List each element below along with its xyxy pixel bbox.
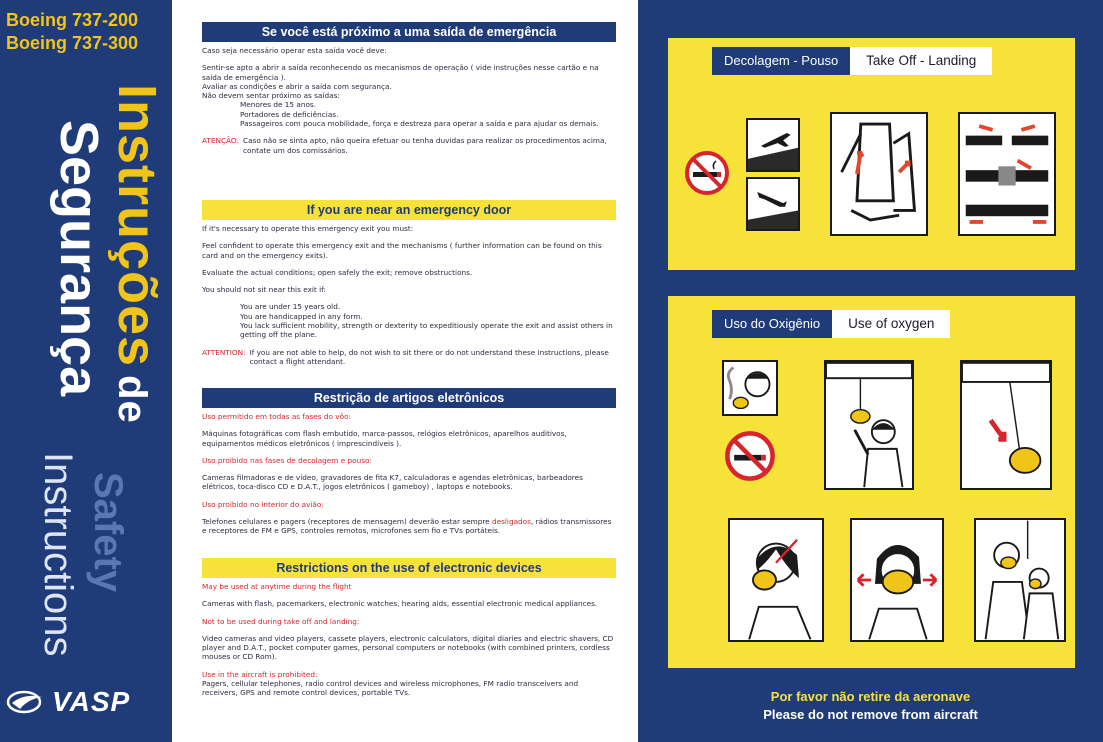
devices-pt-takeoff-label: Uso proibido nas fases de decolagem e pouso:: [202, 455, 372, 465]
aircraft-model-2: Boeing 737-300: [6, 33, 139, 53]
panel-takeoff-landing: [668, 38, 1075, 270]
smoke-face-icon: [722, 360, 778, 416]
section-devices-en: [202, 558, 616, 698]
place-mask-icon: [728, 518, 824, 642]
title-instructions: Instructions: [36, 452, 80, 657]
footer-en: Please do not remove from aircraft: [763, 707, 978, 722]
heading-exit-en: If you are near an emergency door: [202, 200, 616, 220]
exit-en-item: You lack sufficient mobility, strength or dexterity to expeditiously operate the exit and assist others in getting off the plane.: [240, 321, 613, 340]
exit-pt-line-1: Sentir-se apto a abrir a saída reconhecendo os mecanismos de operação ( vide instruções nesse cartão e na saída de emergência ).: [202, 63, 599, 82]
attention-text: Caso não se sinta apto, não queira efetuar ou tenha duvidas para realizar os procedimentos acima, contate um dos comissários.: [242, 136, 607, 155]
takeoff-label-pt: Decolagem - Pouso: [712, 47, 850, 75]
attention-label: ATTENTION:: [202, 347, 246, 357]
exit-pt-line-3: Não devem sentar próximo as saídas:: [202, 91, 340, 101]
devices-pt-allowed-text: Máquinas fotográficas com flash embutido, marca-passos, relógios eletrônicos, aparelhos auditivos, equipamentos médicos eletrônicos ( imprescindíveis ).: [202, 429, 567, 448]
section-exit-en: [202, 200, 616, 366]
exit-en-attention: [202, 348, 616, 367]
heading-devices-pt: Restrição de artigos eletrônicos: [202, 388, 616, 408]
exit-en-line-3: You should not sit near this exit if:: [202, 285, 326, 295]
exit-pt-attention: [202, 136, 616, 155]
seatbelt-icon: [958, 112, 1056, 236]
title-safety: Safety: [86, 472, 130, 593]
text-panel: [172, 0, 638, 742]
aircraft-model-1: Boeing 737-200: [6, 10, 139, 30]
heading-devices-en: Restrictions on the use of electronic devices: [202, 558, 616, 578]
adjust-strap-icon: [850, 518, 944, 642]
help-child-icon: [974, 518, 1066, 642]
footer-pt: Por favor não retire da aeronave: [770, 689, 971, 704]
attention-label: ATENÇÃO:: [202, 136, 239, 146]
takeoff-label-en: Take Off - Landing: [850, 47, 992, 75]
devices-en-body: [202, 582, 616, 698]
title-de: de: [110, 375, 154, 424]
pull-mask-icon: [960, 360, 1052, 490]
no-smoking-icon: [684, 150, 730, 196]
section-exit-pt: [202, 22, 616, 155]
devices-pt-takeoff-text: Cameras filmadoras e de vídeo, gravadores de fita K7, calculadoras e agendas eletrônicas, barbeadores elétricos, toca-disco CD e D.A.T., jogos eletrônicos ( gameboy) , laptops e notebooks.: [202, 473, 583, 492]
airplane-landing-icon: [746, 177, 800, 231]
inside-highlight: desligados: [491, 517, 531, 527]
devices-en-prohibited-label: Use in the aircraft is prohibited:: [202, 669, 318, 679]
exit-en-item: You are under 15 years old.: [240, 302, 341, 312]
title-instrucoes-word: Instruções: [107, 84, 167, 368]
inside-text-2: , rádios transmissores e receptores de FM e GPS, controles remotos, microfones sem fio e TVs portáteis.: [202, 517, 612, 536]
cover-panel: [0, 0, 172, 742]
airplane-takeoff-icon: [746, 118, 800, 172]
heading-exit-pt: Se você está próximo a uma saída de emergência: [202, 22, 616, 42]
attention-text: If you are not able to help, do not wish to sit there or do not understand these instructions, please contact a flight attendant.: [249, 347, 609, 366]
exit-pt-item: Menores de 15 anos.: [240, 100, 317, 110]
devices-en-prohibited-text: Pagers, cellular telephones, radio control devices and wireless microphones, FM radio transceivers and receivers, GPS and remote control devices, portable TVs.: [202, 679, 579, 698]
exit-pt-item: Passageiros com pouca mobilidade, força e destreza para operar a saída e para ajudar os demais.: [240, 119, 599, 129]
panel-oxygen-header: [712, 310, 950, 338]
exit-en-body: [202, 224, 616, 366]
exit-pt-item: Portadores de deficiências.: [240, 109, 339, 119]
devices-pt-inside-text: [202, 517, 616, 536]
pictogram-panel: [638, 0, 1103, 742]
upright-seat-icon: [830, 112, 928, 236]
title-seguranca: Segurança: [49, 120, 109, 397]
no-smoking-icon: [724, 430, 776, 482]
devices-en-takeoff-text: Video cameras and video players, cassete players, electronic calculators, digital diaries and electric shavers, CD player and D.A.T., pocket computer games, personal computers or notebooks (with combined printers, cordless mouses or CD Rom).: [202, 633, 614, 662]
brand: [6, 686, 130, 718]
exit-pt-body: [202, 46, 616, 155]
exit-en-line-1: Feel confident to operate this emergency exit and the mechanisms ( further information can be found on this card and on the emergency exits).: [202, 241, 602, 260]
mask-drop-icon: [824, 360, 914, 490]
panel-oxygen: [668, 296, 1075, 668]
brand-name: VASP: [52, 686, 131, 717]
exit-en-intro: If it's necessary to operate this emergency exit you must:: [202, 224, 414, 233]
exit-en-item: You are handicapped in any form.: [240, 311, 363, 321]
devices-pt-allowed-label: Uso permitido em todas as fases do vôo:: [202, 412, 351, 421]
devices-en-anytime-text: Cameras with flash, pacemarkers, electronic watches, hearing aids, essential electronic medical appliances.: [202, 599, 598, 609]
panel-takeoff-header: [712, 47, 992, 75]
devices-en-takeoff-label: Not to be used during take off and landing:: [202, 616, 360, 626]
devices-pt-inside-label: Uso proibido no interior do avião:: [202, 499, 324, 509]
section-devices-pt: [202, 388, 616, 536]
exit-pt-intro: Caso seja necessário operar esta saída você deve:: [202, 46, 387, 55]
vasp-logo-icon: [6, 689, 46, 715]
inside-text-1: Telefones celulares e pagers (receptores de mensagem) deverão estar sempre: [202, 517, 492, 527]
oxygen-label-pt: Uso do Oxigênio: [712, 310, 832, 338]
exit-pt-line-2: Avaliar as condições e abrir a saída com segurança.: [202, 81, 392, 91]
devices-pt-body: [202, 412, 616, 536]
oxygen-label-en: Use of oxygen: [832, 310, 950, 338]
title-instrucoes: [106, 84, 168, 424]
devices-en-anytime-label: May be used at anytime during the flight: [202, 582, 352, 591]
exit-en-line-2: Evaluate the actual conditions; open safely the exit; remove obstructions.: [202, 267, 473, 277]
